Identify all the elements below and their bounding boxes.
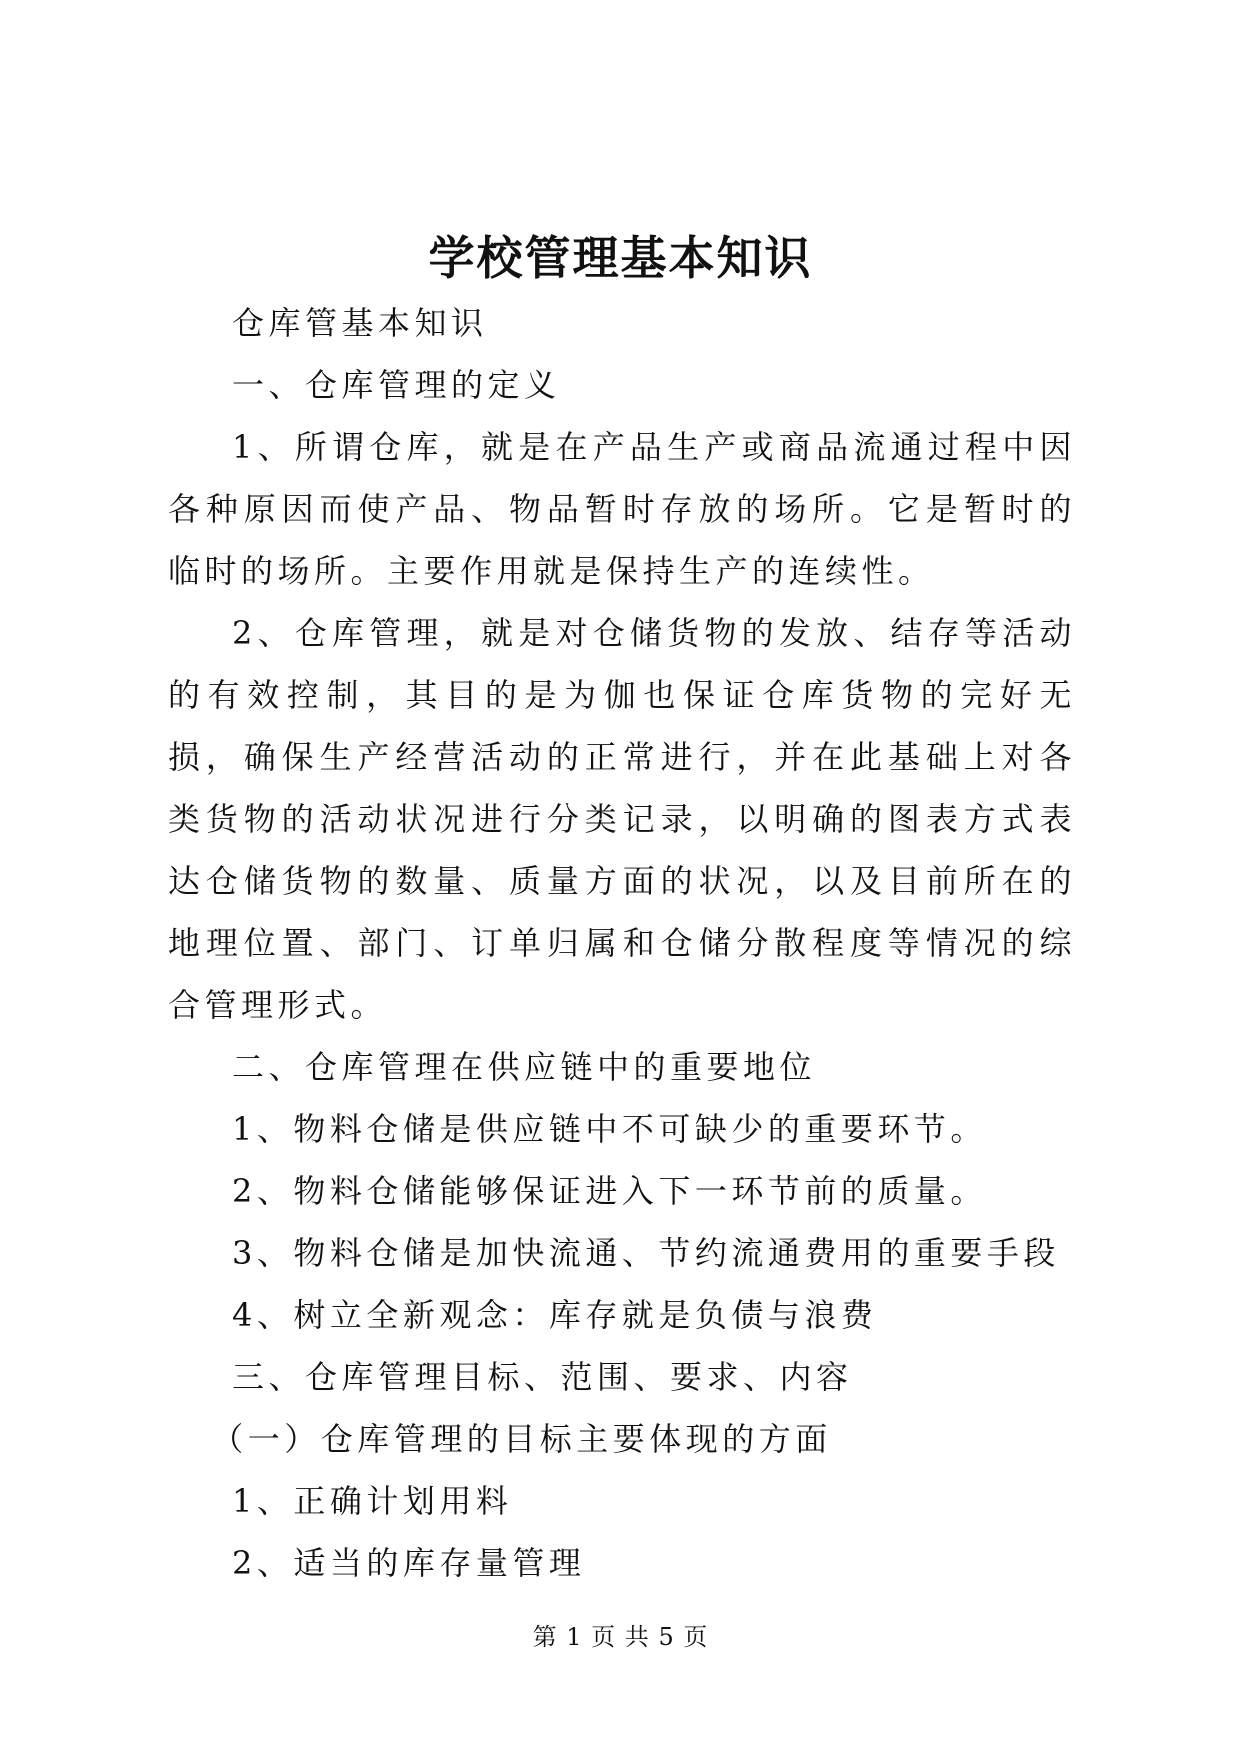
list-item-4: 4、树立全新观念：库存就是负债与浪费 <box>232 1296 878 1334</box>
heading-subtitle: 仓库管基本知识 <box>232 304 488 342</box>
document-body <box>168 292 1076 1594</box>
section-heading-3: 三、仓库管理目标、范围、要求、内容 <box>232 1358 853 1396</box>
list-item-1: 1、物料仓储是供应链中不可缺少的重要环节。 <box>232 1110 987 1148</box>
list-item-3: 3、物料仓储是加快流通、节约流通费用的重要手段 <box>232 1234 1060 1272</box>
subsection-heading-1: （一）仓库管理的目标主要体现的方面 <box>211 1420 832 1458</box>
list-item-5: 1、正确计划用料 <box>232 1482 513 1520</box>
list-item-2: 2、物料仓储能够保证进入下一环节前的质量。 <box>232 1172 987 1210</box>
page-footer: 第 1 页 共 5 页 <box>532 1623 709 1651</box>
document-title: 学校管理基本知识 <box>428 231 813 285</box>
paragraph-definition-1: 1、所谓仓库，就是在产品生产或商品流通过程中因各种原因而使产品、物品暂时存放的场所。它是暂时的临时的场所。主要作用就是保持生产的连续性。 <box>168 428 1076 590</box>
section-heading-2: 二、仓库管理在供应链中的重要地位 <box>232 1048 817 1086</box>
list-item-6: 2、适当的库存量管理 <box>232 1544 586 1582</box>
paragraph-definition-2: 2、仓库管理，就是对仓储货物的发放、结存等活动的有效控制，其目的是为伽也保证仓库货物的完好无损，确保生产经营活动的正常进行，并在此基础上对各类货物的活动状况进行分类记录，以明确的图表方式表达仓储货物的数量、质量方面的状况，以及目前所在的地理位置、部门、订单归属和仓储分散程度等情况的综合管理形式。 <box>168 614 1076 1024</box>
section-heading-1: 一、仓库管理的定义 <box>232 366 561 404</box>
